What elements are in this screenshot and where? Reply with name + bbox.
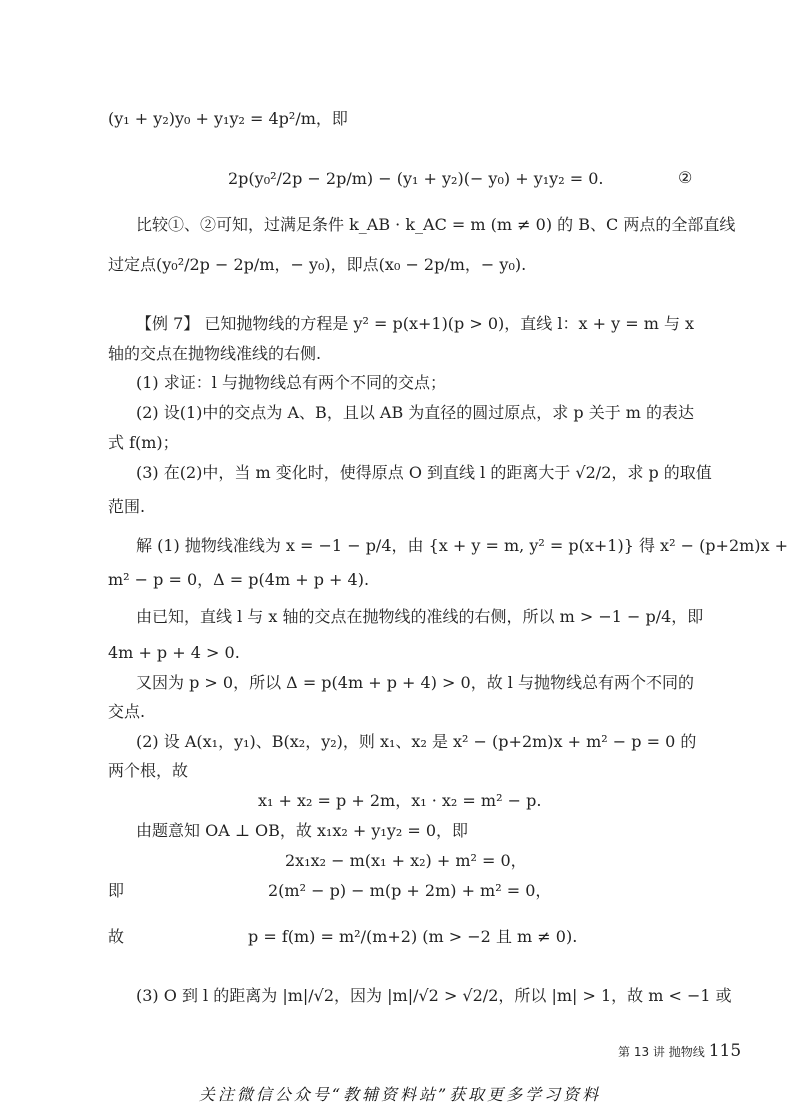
example-7-title: 【例 7】 已知抛物线的方程是 y² = p(x+1)(p > 0)，直线 l：x + y = m 与 x xyxy=(136,314,695,333)
line-14: 由已知，直线 l 与 x 轴的交点在抛物线的准线的右侧，所以 m > −1 − p/4，即 xyxy=(136,607,704,626)
line-4: 过定点(y₀²/2p − 2p/m，− y₀)，即点(x₀ − 2p/m，− y₀). xyxy=(108,255,527,274)
line-1: (y₁ + y₂)y₀ + y₁y₂ = 4p²/m，即 xyxy=(108,109,348,128)
equation-23: 2(m² − p) − m(p + 2m) + m² = 0， xyxy=(268,881,552,900)
line-17: 交点. xyxy=(108,702,146,721)
page-number: 115 xyxy=(708,1041,742,1061)
watermark: 关注微信公众号“教辅资料站”获取更多学习资料 xyxy=(198,1085,602,1104)
line-19: 两个根，故 xyxy=(108,761,189,780)
question-2: (2) 设(1)中的交点为 A、B，且以 AB 为直径的圆过原点，求 p 关于 m 的表达 xyxy=(136,403,695,422)
equation-22: 2x₁x₂ − m(x₁ + x₂) + m² = 0， xyxy=(285,851,527,870)
solution-3: (3) O 到 l 的距离为 |m|/√2，因为 |m|/√2 > √2/2，所以 |m| > 1，故 m < −1 或 xyxy=(136,986,732,1005)
equation-24: p = f(m) = m²/(m+2) (m > −2 且 m ≠ 0). xyxy=(248,927,578,946)
lecture-label: 第 13 讲 抛物线 xyxy=(618,1045,705,1059)
equation-2: 2p(y₀²/2p − 2p/m) − (y₁ + y₂)(− y₀) + y₁y₂ = 0. xyxy=(228,169,604,188)
line-21: 由题意知 OA ⊥ OB，故 x₁x₂ + y₁y₂ = 0，即 xyxy=(136,821,469,840)
question-3: (3) 在(2)中，当 m 变化时，使得原点 O 到直线 l 的距离大于 √2/2，求 p 的取值 xyxy=(136,463,712,482)
label-ji: 即 xyxy=(108,881,125,900)
page-footer xyxy=(618,1041,741,1061)
label-gu: 故 xyxy=(108,927,125,946)
line-15: 4m + p + 4 > 0. xyxy=(108,643,240,662)
line-6: 轴的交点在抛物线准线的右侧. xyxy=(108,344,322,363)
equation-roots: x₁ + x₂ = p + 2m，x₁ · x₂ = m² − p. xyxy=(258,791,542,810)
solution-1: 解 (1) 抛物线准线为 x = −1 − p/4，由 {x + y = m, y² = p(x+1)} 得 x² − (p+2m)x + xyxy=(136,536,789,555)
line-16: 又因为 p > 0，所以 Δ = p(4m + p + 4) > 0，故 l 与抛物线总有两个不同的 xyxy=(136,673,695,692)
line-9: 式 f(m)； xyxy=(108,433,179,452)
equation-number: ② xyxy=(678,168,693,187)
line-13: m² − p = 0，Δ = p(4m + p + 4). xyxy=(108,570,370,589)
solution-2: (2) 设 A(x₁，y₁)、B(x₂，y₂)，则 x₁、x₂ 是 x² − (p+2m)x + m² − p = 0 的 xyxy=(136,732,697,751)
line-11: 范围. xyxy=(108,497,146,516)
question-1: (1) 求证：l 与抛物线总有两个不同的交点； xyxy=(136,373,446,392)
line-3: 比较①、②可知，过满足条件 k_AB · k_AC = m (m ≠ 0) 的 B、C 两点的全部直线 xyxy=(136,215,736,234)
